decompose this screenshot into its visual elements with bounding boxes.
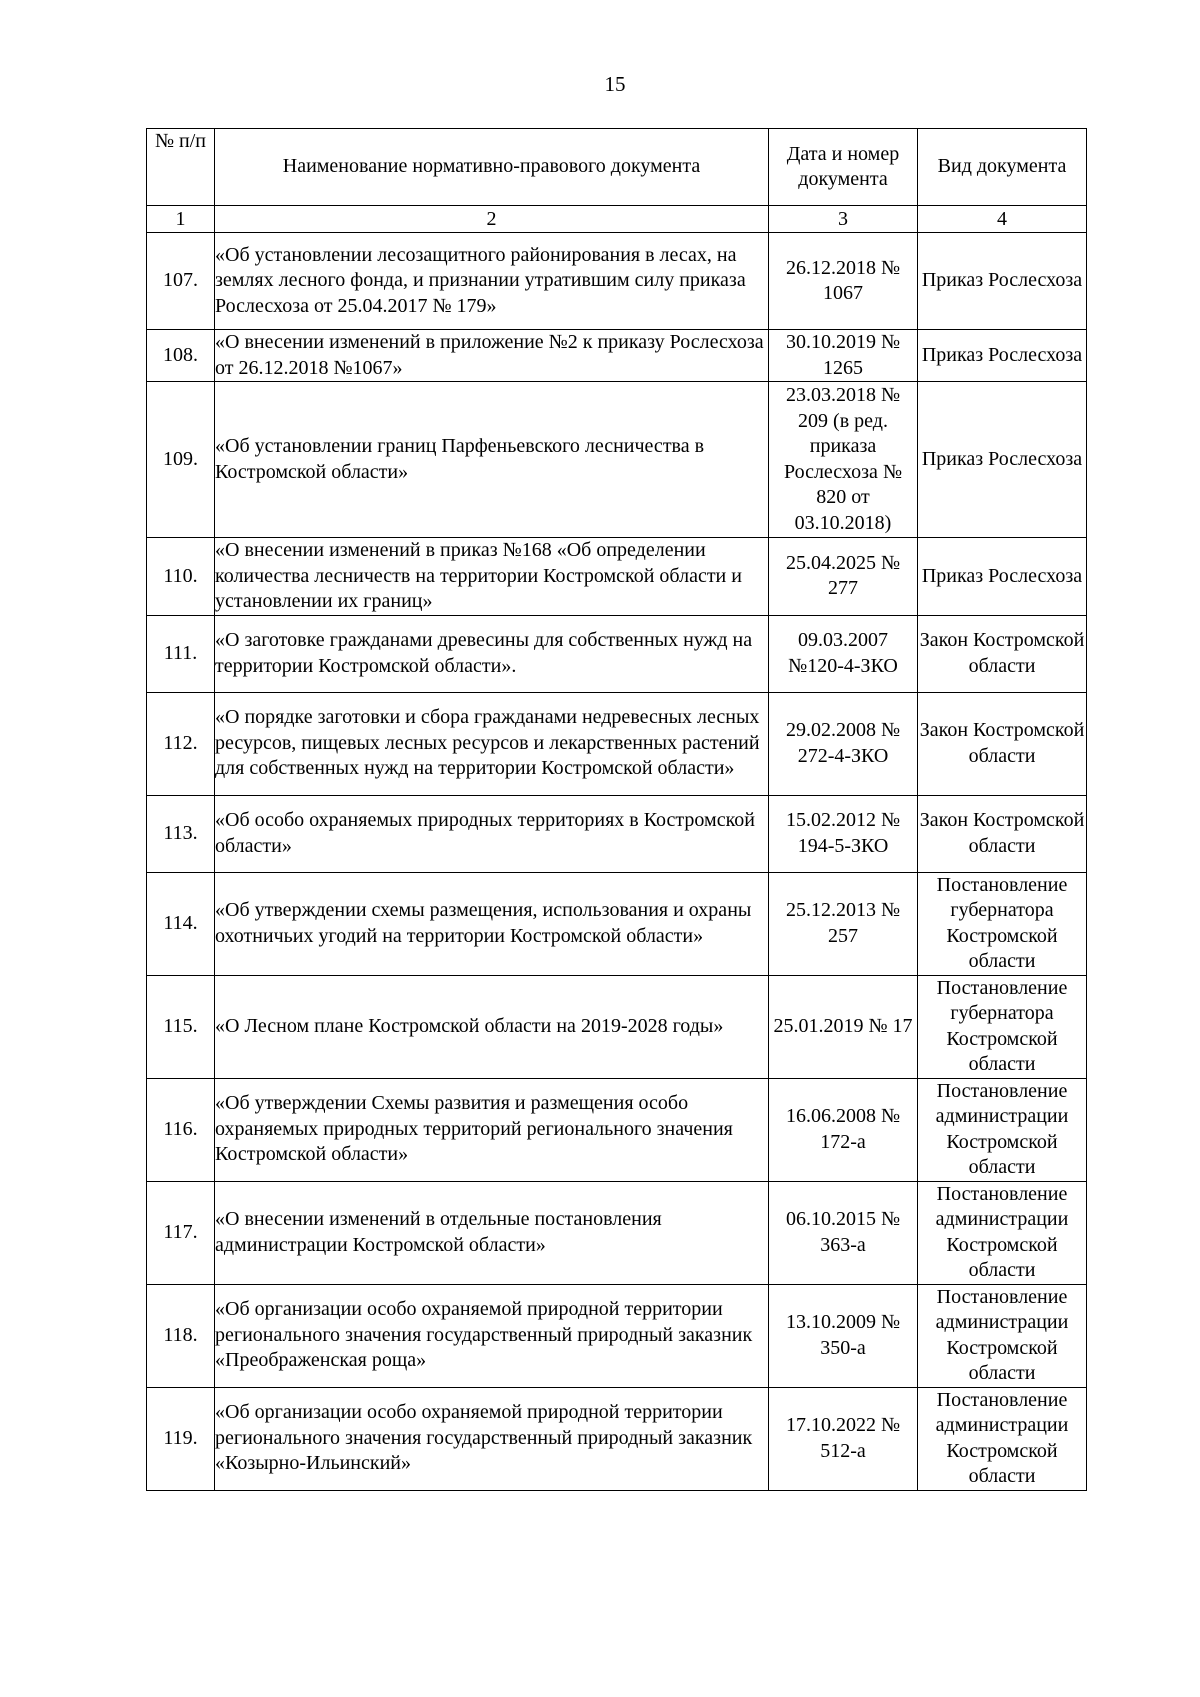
- table-row: [147, 538, 1087, 616]
- header-document-name: Наименование нормативно-правового документа: [215, 129, 769, 206]
- table-row: [147, 330, 1087, 382]
- header-number: № п/п: [147, 129, 215, 206]
- row-number: 113.: [147, 795, 215, 872]
- row-number: 112.: [147, 692, 215, 795]
- document-date-number: 23.03.2018 № 209 (в ред. приказа Рослесхоза № 820 от 03.10.2018): [769, 382, 918, 538]
- row-number: 118.: [147, 1284, 215, 1387]
- column-index: 4: [918, 206, 1087, 233]
- header-document-kind: Вид документа: [918, 129, 1087, 206]
- document-date-number: 17.10.2022 № 512-а: [769, 1387, 918, 1490]
- table-row: [147, 795, 1087, 872]
- document-kind: Постановление администрации Костромской области: [918, 1078, 1087, 1181]
- document-kind: Постановление администрации Костромской области: [918, 1181, 1087, 1284]
- document-name: «Об особо охраняемых природных территориях в Костромской области»: [215, 795, 769, 872]
- document-name: «Об организации особо охраняемой природной территории регионального значения государственный природный заказник «Козырно-Ильинский»: [215, 1387, 769, 1490]
- row-number: 108.: [147, 330, 215, 382]
- table-row: [147, 1181, 1087, 1284]
- column-index-row: [147, 206, 1087, 233]
- row-number: 109.: [147, 382, 215, 538]
- document-name: «О внесении изменений в приложение №2 к приказу Рослесхоза от 26.12.2018 №1067»: [215, 330, 769, 382]
- row-number: 111.: [147, 615, 215, 692]
- documents-table: [146, 128, 1087, 1491]
- document-kind: Приказ Рослесхоза: [918, 538, 1087, 616]
- document-name: «О Лесном плане Костромской области на 2019-2028 годы»: [215, 975, 769, 1078]
- document-name: «О заготовке гражданами древесины для собственных нужд на территории Костромской области».: [215, 615, 769, 692]
- table-row: [147, 1284, 1087, 1387]
- document-kind: Постановление губернатора Костромской области: [918, 975, 1087, 1078]
- document-date-number: 25.04.2025 № 277: [769, 538, 918, 616]
- table-row: [147, 692, 1087, 795]
- table-row: [147, 233, 1087, 330]
- document-date-number: 25.12.2013 № 257: [769, 872, 918, 975]
- column-index: 2: [215, 206, 769, 233]
- document-kind: Закон Костромской области: [918, 692, 1087, 795]
- table-row: [147, 872, 1087, 975]
- document-date-number: 13.10.2009 № 350-а: [769, 1284, 918, 1387]
- document-kind: Приказ Рослесхоза: [918, 382, 1087, 538]
- column-index: 3: [769, 206, 918, 233]
- row-number: 119.: [147, 1387, 215, 1490]
- document-kind: Постановление губернатора Костромской области: [918, 872, 1087, 975]
- page-number: 15: [604, 72, 626, 96]
- table-row: [147, 1078, 1087, 1181]
- document-name: «Об организации особо охраняемой природной территории регионального значения государственный природный заказник «Преображенская роща»: [215, 1284, 769, 1387]
- document-name: «О порядке заготовки и сбора гражданами недревесных лесных ресурсов, пищевых лесных ресурсов и лекарственных растений для собственных нужд на территории Костромской области»: [215, 692, 769, 795]
- document-date-number: 30.10.2019 № 1265: [769, 330, 918, 382]
- row-number: 116.: [147, 1078, 215, 1181]
- document-name: «Об установлении лесозащитного районирования в лесах, на землях лесного фонда, и признании утратившим силу приказа Рослесхоза от 25.04.2017 № 179»: [215, 233, 769, 330]
- column-index: 1: [147, 206, 215, 233]
- document-kind: Приказ Рослесхоза: [918, 330, 1087, 382]
- row-number: 117.: [147, 1181, 215, 1284]
- document-name: «О внесении изменений в отдельные постановления администрации Костромской области»: [215, 1181, 769, 1284]
- document-date-number: 09.03.2007 №120-4-ЗКО: [769, 615, 918, 692]
- row-number: 114.: [147, 872, 215, 975]
- table-row: [147, 1387, 1087, 1490]
- document-kind: Постановление администрации Костромской области: [918, 1284, 1087, 1387]
- document-date-number: 16.06.2008 № 172-а: [769, 1078, 918, 1181]
- document-date-number: 15.02.2012 № 194-5-ЗКО: [769, 795, 918, 872]
- row-number: 115.: [147, 975, 215, 1078]
- header-date-number: Дата и номер документа: [769, 129, 918, 206]
- table-row: [147, 382, 1087, 538]
- document-kind: Закон Костромской области: [918, 615, 1087, 692]
- document-name: «Об установлении границ Парфеньевского лесничества в Костромской области»: [215, 382, 769, 538]
- document-kind: Постановление администрации Костромской области: [918, 1387, 1087, 1490]
- row-number: 110.: [147, 538, 215, 616]
- document-date-number: 26.12.2018 № 1067: [769, 233, 918, 330]
- table-row: [147, 975, 1087, 1078]
- document-date-number: 06.10.2015 № 363-а: [769, 1181, 918, 1284]
- table-header-row: [147, 129, 1087, 206]
- document-name: «Об утверждении схемы размещения, использования и охраны охотничьих угодий на территории Костромской области»: [215, 872, 769, 975]
- document-date-number: 29.02.2008 № 272-4-ЗКО: [769, 692, 918, 795]
- table-row: [147, 615, 1087, 692]
- row-number: 107.: [147, 233, 215, 330]
- document-name: «О внесении изменений в приказ №168 «Об определении количества лесничеств на территории Костромской области и установлении их границ»: [215, 538, 769, 616]
- document-name: «Об утверждении Схемы развития и размещения особо охраняемых природных территорий регионального значения Костромской области»: [215, 1078, 769, 1181]
- document-kind: Закон Костромской области: [918, 795, 1087, 872]
- document-date-number: 25.01.2019 № 17: [769, 975, 918, 1078]
- document-kind: Приказ Рослесхоза: [918, 233, 1087, 330]
